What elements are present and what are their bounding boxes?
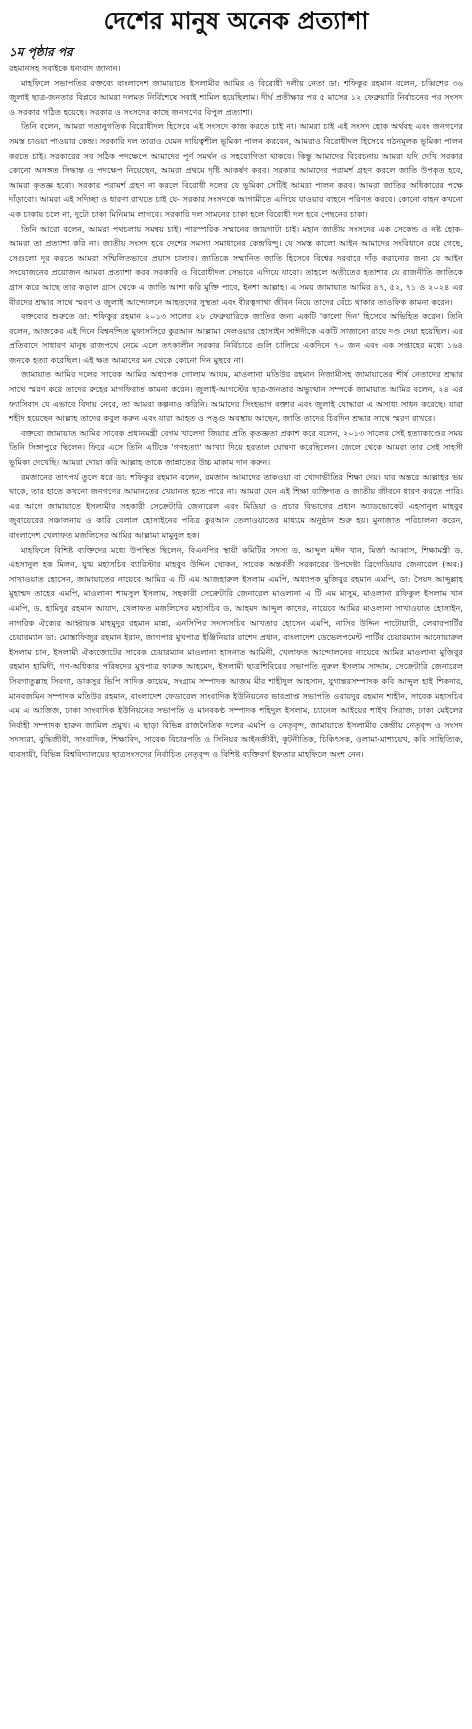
- paragraph-3: তিনি বলেন, আমরা গতানুগতিক বিরোধীদল হিসেবে এই সংসদে কাজ করতে চাই না। আমরা চাই এই সংসদ হোক অর্থবহ এবং জনগণের সমস্ত চাওয়া পাওয়ার কেন্দ্র। সরকারি দল তারাও যেমন দায়িত্বশীল ভূমিকা পালন করবেন, আমরাও বিরোধীদল হিসেবে গঠনমূলক ভূমিকা পালন করতে চাই। সরকারের সব সঠিক পদক্ষেপে আমাদের পূর্ণ সমর্থন ও সহযোগিতা থাকবে। কিন্তু আমাদের বিবেচনায় আমরা যদি দেখি সরকার কোনো অসঙ্গত সিদ্ধান্ত ও পদক্ষেপ নিয়েছেন, আমরা প্রথমে দৃষ্টি আকর্ষণ করব। সরকার আমাদের পরামর্শ গ্রহণ করলে জাতি উপকৃত হবে, আমরা কৃতজ্ঞ হবো। সরকার পরামর্শ গ্রহণ না করলে বিরোধী দলের যে ভূমিকা সেটিই আমরা পালন করব। আমরা জাতির অধিকারের পক্ষে দাঁড়াবো। আমরা এই সদিচ্ছা ও ধারণা রাখতে চাই যে- সরকার সংসদকে আগামীতে এগিয়ে যাওয়ার বাহনে পরিণত করবে। কোনো বাহন কখনো এক চাকায় চলে না, দুটো চাকা মিনিমাম লাগবে। সরকারি দল সামনের চাকা হলে বিরোধী দল হবে পেছনের চাকা।: [9, 121, 463, 219]
- paragraph-9: মাহফিলে বিশিষ্ট ব্যক্তিদের মধ্যে উপস্থিত ছিলেন, বিএনপির স্থায়ী কমিটির সদস্য ড. আব্দুল মঈন খান, মির্জা আব্বাস, শিক্ষামন্ত্রী ড. এহসানুল হক মিলন, যুগ্ম মহাসচিব ব্যারিস্টার মাহবুব উদ্দিন খোকন, সাবেক অন্তর্বর্তী সরকারের উপদেষ্টা ব্রিগেডিয়ার জেনারেল (অব:) সাখাওয়াত হোসেন, জামায়াতের নায়েবে আমির এ টি এম আজহারুল ইসলাম এমপি, অধ্যাপক মুজিবুর রহমান এমপি, ডা: সৈয়দ আব্দুল্লাহ মুহাম্মদ তাহের এমপি, মাওলানা শামসুল ইসলাম, সহকারী সেক্রেটারি জেনারেল মাওলানা এ টি এম মাসুম, মাওলানা রফিকুল ইসলাম খান এমপি, ড. হামিদুর রহমান আযাদ, খেলাফত মজলিসের মহাসচিব ড. আহমদ আব্দুল কাদের, নায়েবে আমির মাওলানা সাখাওয়াত হোসাইন, নাগরিক ঐক্যের আহ্বায়ক মাহমুদুর রহমান মান্না, এনসিপির সদস্যসচিব আখতার হোসেন এমপি, নাসির উদ্দিন পাটোয়ারী, লেবারপার্টির চেয়ারম্যান ডা: মোস্তাফিজুর রহমান ইরান, জাগপার মুখপাত্র ইঞ্জিনিয়ার রাশেদ প্রধান, বাংলাদেশ ডেভেলপমেন্ট পার্টির চেয়ারম্যান আনোয়ারুল ইসলাম চান, ইসলামী ঐক্যজোটের সাবেক চেয়ারম্যান মাওলানা হাসনাত আমিনী, খেলাফত আন্দোলনের নায়েবে আমির মাওলানা মুজিবুর রহমান হামিদী, গণ-অধিকার পরিষদের মুখপাত্র ফারুক আহমেদ, ইসলামী ছাত্রশিবিরের সভাপতি নুরুল ইসলাম সাদ্দাম, সেক্রেটারি জেনারেল সিবগাতুল্লাহ সিবগা, ডাকসুর ভিপি সাদিক কায়েম, সংগ্রাম সম্পাদক আজম মীর শাহীদুল আহসান, যুগান্তরসম্পাদক কবি আব্দুল হাই শিকদার, মানবজমিন সম্পাদক মতিউর রহমান, বাংলাদেশ ফেডারেল সাংবাদিক ইউনিয়নের ভারপ্রাপ্ত সভাপতি ওবায়দুর রহমান শাহীন, সাবেক মহাসচিব এম এ আজিজ, ঢাকা সাংবাদিক ইউনিয়নের সভাপতি ও মানবকণ্ঠ সম্পাদক শহিদুল ইসলাম, চ্যানেল আইয়ের শাইখ সিরাজ, ঢাকা মেইলের নির্বাহী সম্পাদক হারুন জামিল প্রমুখ। এ ছাড়া বিভিন্ন রাজনৈতিক দলের এমপি ও নেতৃবৃন্দ, জামায়াতে ইসলামীর কেন্দ্রীয় নেতৃবৃন্দ ও সংসদ সদস্যরা, বুদ্ধিজীবী, সাংবাদিক, শিক্ষাবিদ, সাবেক বিচারপতি ও সিনিয়র আইনজীবী, কূটনীতিক, চিকিৎসক, ওলামা-মাশায়েখ, কবি সাহিত্যিক, ব্যবসায়ী, বিভিন্ন বিশ্ববিদ্যালয়ের ছাত্রসংসদের নির্বাচিত নেতৃবৃন্দ ও বিশিষ্ট ব্যক্তিবর্গ ইফতার মাহফিলে অংশ নেন।: [9, 544, 463, 759]
- paragraph-7: বক্তব্যে জামায়াত আমির সাবেক প্রধানমন্ত্রী বেগম খালেদা জিয়ার প্রতি কৃতজ্ঞতা প্রকাশ করে বলেন, ২০১৩ সালের সেই হত্যাকাণ্ডের সময় তিনি সিঙ্গাপুরে ছিলেন। ফিরে এসে তিনি এটিকে 'গণহত্যা' আখ্যা দিয়ে হরতাল ঘোষণা করেছিলেন। জেলে থেকে আমরা তার সেই সাহসী ভূমিকা দেখেছি। আমরা দোয়া করি আল্লাহ তাকে জান্নাতের উচ্চ মাকাম দান করুন।: [9, 427, 463, 468]
- paragraph-1: রহমানসহ সবাইকে ধন্যবাদ জানান।: [9, 63, 121, 73]
- headline: দেশের মানুষ অনেক প্রত্যাশা: [103, 7, 369, 35]
- paragraph-5: বক্তব্যের শুরুতে ডা: শফিকুর রহমান ২০১৩ সালের ২৮ ফেব্রুয়ারিকে জাতির জন্য একটি 'কালো দিন' হিসেবে অভিহিত করেন। তিনি বলেন, আজকের এই দিনে বিশ্বনন্দিত মুফাসসিরে কুরআন আল্লামা দেলওয়ার হোসাইন সাঈদীকে একটি সাজানো রায়ে দণ্ড দেয়া হয়েছিল। এর প্রতিবাদে সাধারণ মানুষ রাজপথে নেমে এলে তৎকালীন সরকার নির্বিচারে গুলি চালিয়ে একদিনে ৭০ জন এবং এক সপ্তাহের মধ্যে ১৬৪ জনকে হত্যা করেছিল। এই ক্ষত আমাদের মন থেকে কোনো দিন মুছবে না।: [9, 311, 463, 365]
- paragraph-8: রমজানের তাৎপর্য তুলে ধরে ডা: শফিকুর রহমান বলেন, রমজান আমাদের তাকওয়া বা খোদাভীতির শিক্ষা দেয়। যার অন্তরে আল্লাহর ভয় থাকে, তার হাতে কখনো জনগণের আমানতের খেয়ানত হতে পারে না। আমরা যেন এই শিক্ষা ব্যক্তিগত ও জাতীয় জীবনে ধারণ করতে পারি। এর আগে জামায়াতে ইসলামীর সহকারী সেক্রেটারি জেনারেল এবং মিডিয়া ও প্রচার বিভাগের প্রধান অ্যাডভোকেট এহসানুল মাহবুব জুবায়েরের সঞ্চালনায় ও কারি বেলাল হোসাইনের পবিত্র কুরআন তেলাওয়াতের মাধ্যমে অনুষ্ঠান শুরু হয়। মুনাজাত পরিচালনা করেন, বাংলাদেশ খেলাফত মজলিসের আমির আল্লামা মামুনুল হক।: [9, 471, 463, 540]
- paragraph-4: তিনি আরো বলেন, আমরা পথচলায় সমন্বয় চাই। পারস্পরিক সম্মানের জায়গাটা চাই। মহান জাতীয় সংসদের এক সেকেন্ড ও নষ্ট হোক-আমরা তা প্রত্যাশা করি না। জাতীয় সংসদ হবে দেশের সমস্যা সমাধানের কেন্দ্রবিন্দু। যে সমস্ত কালো আইন আমাদের সংবিধানে রয়ে গেছে, সেগুলো দূর করতে আমরা সম্মিলিতভাবে প্রয়াস চালাব। জাতিকে সম্মানিত জাতি হিসেবে বিশ্বের দরবারে দাঁড় করানোর জন্য যে আইন সংযোজনের প্রয়োজন আমরা প্রত্যাশা করব সরকারি ও বিরোধীদল সেভাবে এগিয়ে যাবো। তাহলে অতীতের হতাশার যে রাজনীতি জাতিকে গ্রাস করে আছে তার কড়াল গ্রাস থেকে এ জাতি আশা করি মুক্তি পাবে, ইনশা আল্লাহ। এ সময় জামায়াত আমির ৪৭, ৫২, ৭১ ও ২০২৪ এর বীরদের শ্রদ্ধার সাথে স্মরণ ও জুলাই আন্দোলনে আহতদের সুস্থতা এবং বীরত্বগাথা জীবন নিয়ে তাদের বেঁচে থাকার তাওফিক কামনা করেন।: [9, 223, 463, 307]
- article-body: [9, 61, 463, 762]
- paragraph-2: মাহফিলে সভাপতির বক্তব্যে বাংলাদেশ জামায়াতে ইসলামীর আমির ও বিরোধী দলীয় নেতা ডা: শফিকুর রহমান বলেন, চব্বিশের ৩৬ জুলাই ছাত্র-জনতার বিপ্লবে আমরা দলমত নির্বিশেষে সবাই শামিল হয়েছিলাম। দীর্ঘ প্রতীক্ষার পর ৫ মাসের ১২ ফেব্রুয়ারি নির্বাচনের পর সংসদ ও সরকার গঠিত হয়েছে। সরকার ও সংসদের কাছে জনগণের বিপুল প্রত্যাশা।: [9, 77, 463, 117]
- paragraph-6: জামায়াত আমির দলের সাবেক আমির অধ্যাপক গোলাম আযম, মাওলানা মতিউর রহমান নিজামীসহ জামায়াতের শীর্ষ নেতাদের শ্রদ্ধার সাথে স্মরণ করে তাদের রুহের মাগফিরাত কামনা করেন। জুলাই-আগস্টের ছাত্র-জনতার অভ্যুত্থান সম্পর্কে জামায়াত আমির বলেন, ২৪ এর ফ্যাসিবাদ যে এভাবে বিদায় নেবে, তা আমরা কল্পনাও করিনি। আমাদের সিংহভাগ বক্তার এবং জুলাই যোদ্ধারা এ অসাধ্য সাধন করেছে। যারা শহীদ হয়েছেন আল্লাহ তাদের কবুল করুন এবং যারা আহত ও পঙ্গু অবস্থায় আছেন, জাতি তাদের চিরদিন শ্রদ্ধার সাথে স্মরণ রাখবে।: [9, 369, 463, 424]
- continuation-label: ১ম পৃষ্ঠার পর: [9, 45, 73, 59]
